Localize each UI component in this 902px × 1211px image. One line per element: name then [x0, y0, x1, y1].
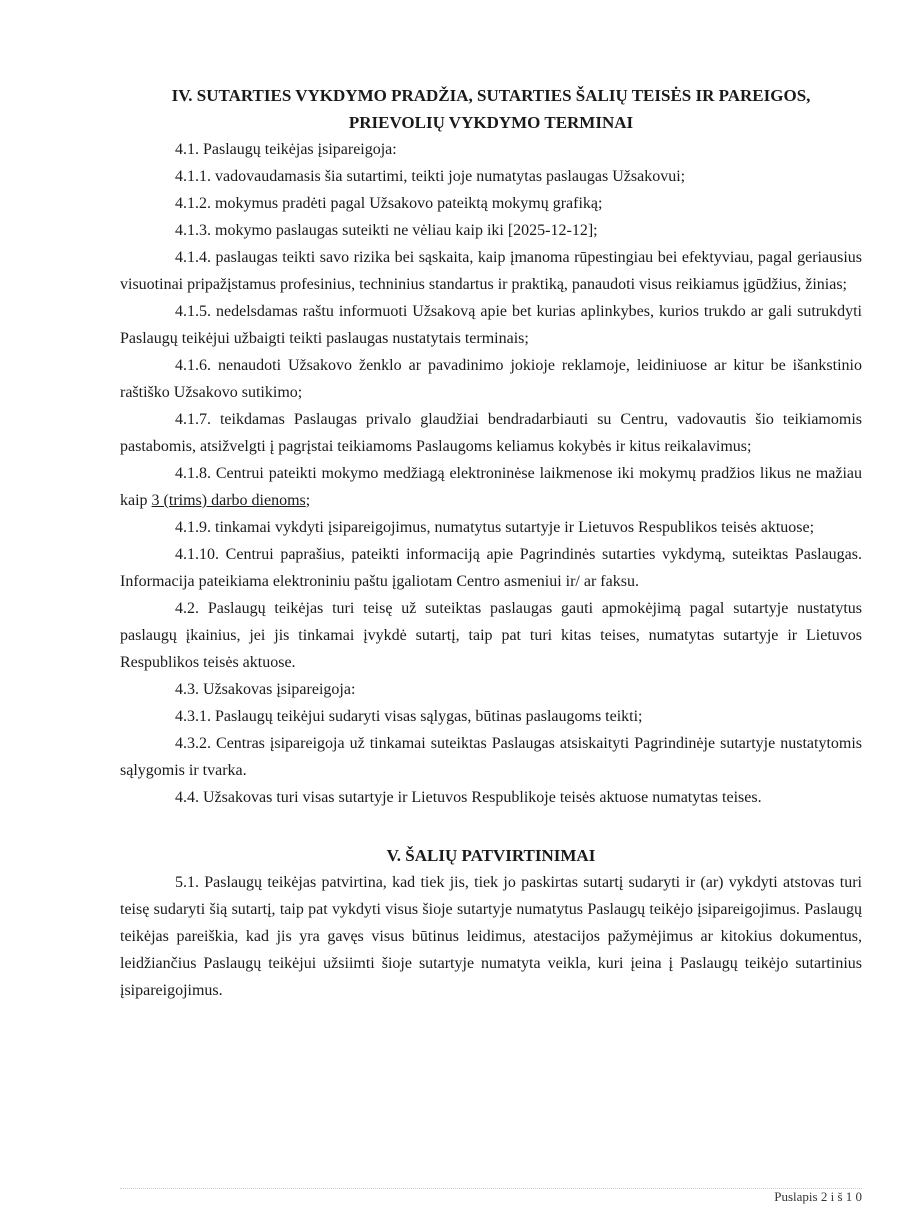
clause-4-1-3: 4.1.3. mokymo paslaugas suteikti ne vėliau kaip iki [2025-12-12];: [175, 222, 598, 239]
clause-4-1-8-text: 4.1.8. Centrui pateikti mokymo medžiagą elektroninėse laikmenose iki mokymų pradžios likus ne mažiau kaip: [120, 465, 862, 509]
clause-5-1: 5.1. Paslaugų teikėjas patvirtina, kad tiek jis, tiek jo paskirtas sutartį sudaryti ir (ar) vykdyti atstovas turi teisę sudaryti šią sutartį, taip pat vykdyti visus šioje sutartyje numatytus Paslaugų teikėjo įsipareigojimus. Paslaugų teikėjas pareiškia, kad jis yra gavęs visus būtinus leidimus, atestacijos pažymėjimus ar kitokius dokumentus, leidžiančius Paslaugų teikėjui užsiimti šioje sutartyje numatyta veikla, kuri įeina į Paslaugų teikėjo sutartinius įsipareigojimus.: [120, 874, 862, 999]
clause-4-1-1: 4.1.1. vadovaudamasis šia sutartimi, teikti joje numatytas paslaugas Užsakovui;: [175, 168, 686, 185]
section-5-title: V. ŠALIŲ PATVIRTINIMAI: [386, 846, 596, 865]
page-number: Puslapis 2 i š 1 0: [774, 1189, 862, 1204]
clause-4-1-5: 4.1.5. nedelsdamas raštu informuoti Užsakovą apie bet kurias aplinkybes, kurios trukdo ar gali sutrukdyti Paslaugų teikėjui užbaigti teikti paslaugas nustatytais terminais;: [120, 303, 862, 347]
clause-4-1-2: 4.1.2. mokymus pradėti pagal Užsakovo pateiktą mokymų grafiką;: [175, 195, 603, 212]
clause-4-1-9: 4.1.9. tinkamai vykdyti įsipareigojimus, numatytus sutartyje ir Lietuvos Respublikos teisės aktuose;: [175, 519, 815, 536]
document-page: [120, 82, 862, 1004]
clause-4-1-4: 4.1.4. paslaugas teikti savo rizika bei sąskaita, kaip įmanoma rūpestingiau bei efektyviau, pagal geriausius visuotinai pripažįstamus profesinius, techninius standartus ir praktiką, panaudoti visus reikiamus įgūdžius, žinias;: [120, 249, 862, 293]
clause-4-1-7: 4.1.7. teikdamas Paslaugas privalo glaudžiai bendradarbiauti su Centru, vadovautis šio teikiamomis pastabomis, atsižvelgti į pagrįstai teikiamoms Paslaugoms keliamus kokybės ir kitus reikalavimus;: [120, 411, 862, 455]
footer-divider: [120, 1188, 862, 1189]
clause-4-1-10: 4.1.10. Centrui paprašius, pateikti informaciją apie Pagrindinės sutarties vykdymą, suteiktas Paslaugas. Informacija pateikiama elektroniniu paštu įgaliotam Centro asmeniui ir/ ar faksu.: [120, 546, 862, 590]
section-4-title-line-2: PRIEVOLIŲ VYKDYMO TERMINAI: [348, 113, 634, 132]
clause-4-1-8-underlined: 3 (trims) darbo dienoms: [151, 492, 306, 509]
clause-4-3-1: 4.3.1. Paslaugų teikėjui sudaryti visas sąlygas, būtinas paslaugoms teikti;: [175, 708, 643, 725]
clause-4-1-8-end: ;: [305, 492, 311, 509]
section-4-title-line-1: IV. SUTARTIES VYKDYMO PRADŽIA, SUTARTIES ŠALIŲ TEISĖS IR PAREIGOS,: [171, 86, 811, 105]
clause-4-1-6: 4.1.6. nenaudoti Užsakovo ženklo ar pavadinimo jokioje reklamoje, leidiniuose ar kitur be išankstinio raštiško Užsakovo sutikimo;: [120, 357, 862, 401]
clause-4-3-2: 4.3.2. Centras įsipareigoja už tinkamai suteiktas Paslaugas atsiskaityti Pagrindinėje sutartyje nustatytomis sąlygomis ir tvarka.: [120, 735, 862, 779]
clause-4-4: 4.4. Užsakovas turi visas sutartyje ir Lietuvos Respublikoje teisės aktuose numatytas teises.: [175, 789, 762, 806]
clause-4-1: 4.1. Paslaugų teikėjas įsipareigoja:: [175, 141, 397, 158]
clause-4-3: 4.3. Užsakovas įsipareigoja:: [175, 681, 356, 698]
clause-4-2: 4.2. Paslaugų teikėjas turi teisę už suteiktas paslaugas gauti apmokėjimą pagal sutartyje nustatytus paslaugų įkainius, jei jis tinkamai įvykdė sutartį, taip pat turi kitas teises, numatytas sutartyje ir Lietuvos Respublikos teisės aktuose.: [120, 600, 862, 671]
clause-4-1-8: [120, 460, 862, 514]
